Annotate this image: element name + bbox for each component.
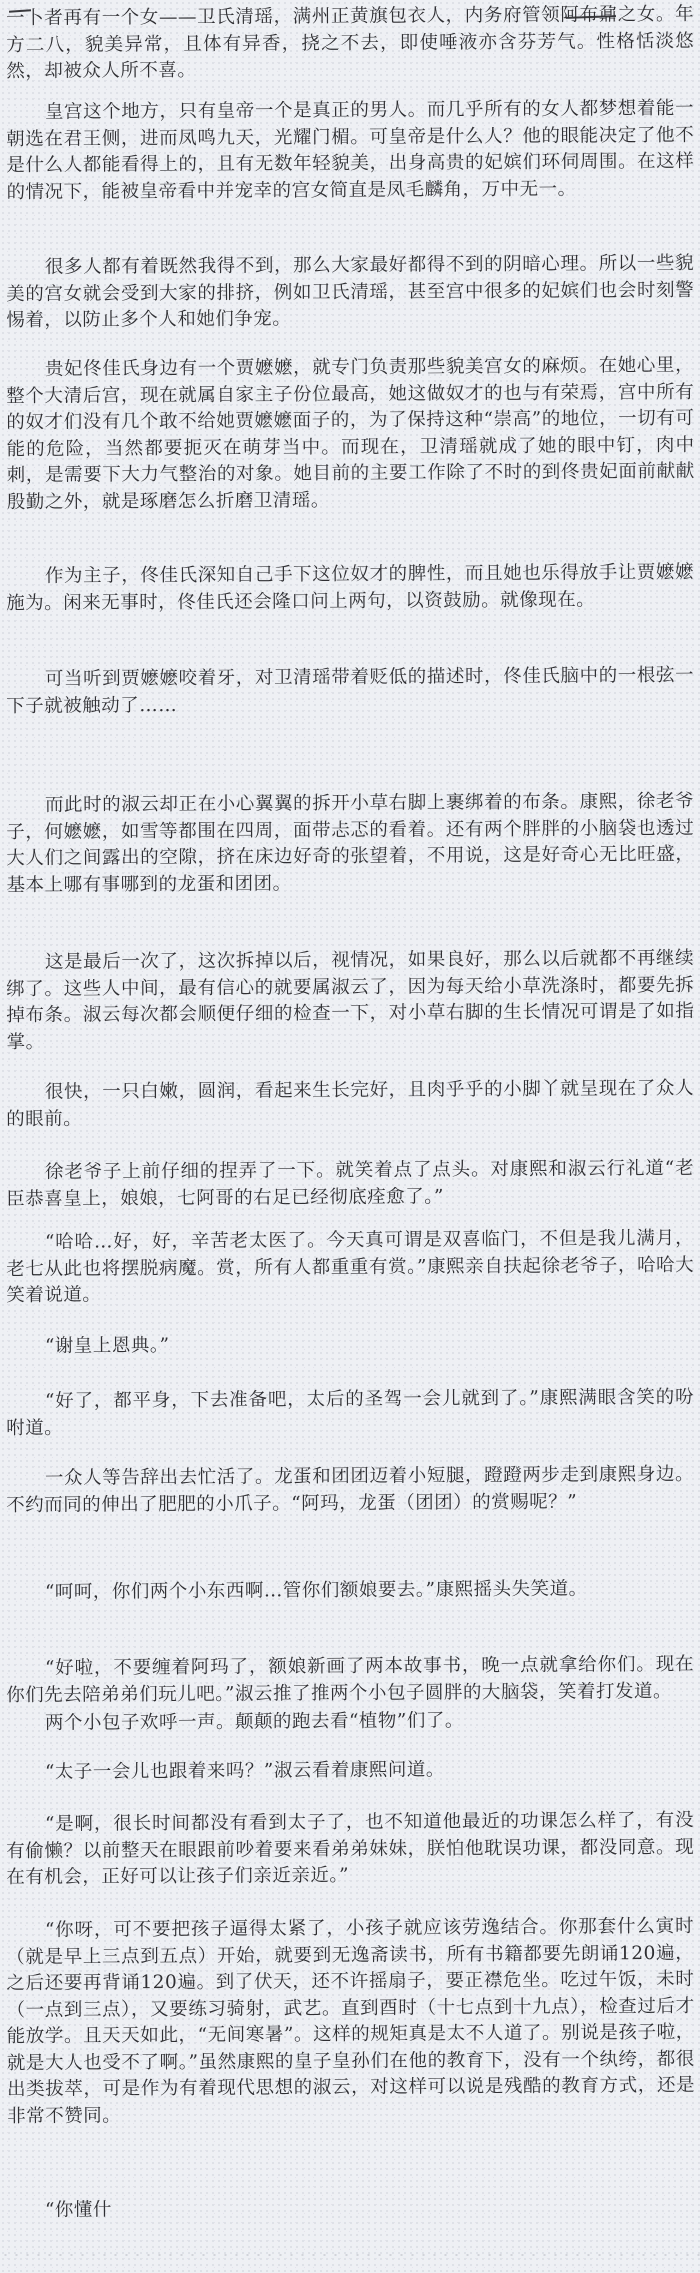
paragraph-15: “呵呵，你们两个小东西啊…管你们额娘要去。”康熙摇头失笑道。 [44,1578,588,1603]
paragraph-3: 很多人都有着既然我得不到，那么大家最好都得不到的阴暗心理。所以一些貌美的宫女就会受到大家的排挤，例如卫氏清瑶，甚至宫中很多的妃嫔们也会时刻警惕着，以防止多个人和她们争宠。 [6,252,695,331]
paragraph-16: “好啦，不要缠着阿玛了，额娘新画了两本故事书，晚一点就拿给你们。现在你们先去陪弟弟们玩儿吧。”淑云推了推两个小包子圆胖的大脑袋，笑着打发道。 [6,1653,695,1706]
paragraph-18: “太子一会儿也跟着来吗？”淑云看着康熙问道。 [44,1759,445,1783]
paragraph-17: 两个小包子欢呼一声。颠颠的跑去看“植物”们了。 [44,1710,464,1734]
scan-noise-strip [0,2252,700,2258]
paragraph-10: 徐老爷子上前仔细的捏弄了一下。就笑着点了点头。对康熙和淑云行礼道“老臣恭喜皇上，娘娘，七阿哥的右足已经彻底痊愈了。” [6,1157,695,1210]
paragraph-9: 很快，一只白嫩，圆润，看起来生长完好，且肉乎乎的小脚丫就呈现在了众人的眼前。 [6,1077,695,1130]
paragraph-7: 而此时的淑云却正在小心翼翼的拆开小草右脚上裹绑着的布条。康熙，徐老爷子，何嬷嬷，如雪等都围在四周，面带忐忑的看着。还有两个胖胖的小脑袋也透过大人们之间露出的空隙，挤在床边好奇的张望着，不用说，这是好奇心无比旺盛，基本上哪有事哪到的龙蛋和团团。 [6,790,695,896]
paragraph-1: 一卜者再有一个女——卫氏清瑶，满州正黄旗包衣人，内务府管领阿布鼐之女。年方二八，貌美异常，且体有异香，挠之不去，即使唾液亦含芬芳气。性格恬淡悠然，却被众人所不喜。 [6,3,695,82]
paragraph-8: 这是最后一次了，这次拆掉以后，视情况，如果良好，那么以后就都不再继续绑了。这些人中间，最有信心的就要属淑云了，因为每天给小草洗涤时，都要先拆掉布条。淑云每次都会顺便仔细的检查一下，对小草右脚的生长情况可谓是了如指掌。 [6,947,695,1053]
paragraph-12: “谢皇上恩典。” [44,1335,170,1357]
paragraph-11: “哈哈…好，好，辛苦老太医了。今天真可谓是双喜临门，不但是我儿满月，老七从此也将摆脱病魔。赏，所有人都重重有赏。”康熙亲自扶起徐老爷子，哈哈大笑着说道。 [6,1227,695,1306]
paragraph-13: “好了，都平身，下去准备吧，太后的圣驾一会儿就到了。”康熙满眼含笑的吩咐道。 [6,1386,695,1439]
paragraph-19: “是啊，很长时间都没有看到太子了，也不知道他最近的功课怎么样了，有没有偷懒？以前整天在眼跟前吵着要来看弟弟妹妹，朕怕他耽误功课，都没同意。现在有机会，正好可以让孩子们亲近亲近。” [6,1809,695,1888]
paragraph-2: 皇宫这个地方，只有皇帝一个是真正的男人。而几乎所有的女人都梦想着能一朝选在君王侧，进而凤鸣九天，光耀门楣。可皇帝是什么人？他的眼能决定了他不是什么人都能看得上的，且有无数年轻貌美，出身高贵的妃嫔们环伺周围。在这样的情况下，能被皇帝看中并宠幸的宫女简直是凤毛麟角，万中无一。 [6,97,695,203]
paragraph-14: 一众人等告辞出去忙活了。龙蛋和团团迈着小短腿，蹬蹬两步走到康熙身边。不约而同的伸出了肥肥的小爪子。“阿玛，龙蛋（团团）的赏赐呢？” [6,1463,695,1516]
paragraph-4: 贵妃佟佳氏身边有一个贾嬷嬷，就专门负责那些貌美宫女的麻烦。在她心里，整个大清后宫，现在就属自家主子份位最高，她这做奴才的也与有荣焉，宫中所有的奴才们没有几个敢不给她贾嬷嬷面子的，为了保持这种“崇高”的地位，一切有可能的危险，当然都要扼灭在萌芽当中。而现在，卫清瑶就成了她的眼中钉，肉中刺，是需要下大力气整治的对象。她目前的主要工作除了不时的到佟贵妃面前献献殷勤之外，就是琢磨怎么折磨卫清瑶。 [6,354,695,513]
paragraph-6: 可当听到贾嬷嬷咬着牙，对卫清瑶带着贬低的描述时，佟佳氏脑中的一根弦一下子就被触动了…… [6,664,695,717]
paragraph-21: “你懂什 [44,2199,112,2221]
paragraph-5: 作为主子，佟佳氏深知自己手下这位奴才的脾性，而且她也乐得放手让贾嬷嬷施为。闲来无事时，佟佳氏还会隆口问上两句，以资鼓励。就像现在。 [6,561,695,614]
paragraph-20: “你呀，可不要把孩子逼得太紧了，小孩子就应该劳逸结合。你那套什么寅时（就是早上三点到五点）开始，就要到无逸斋读书，所有书籍都要先朗诵120遍，之后还要再背诵120遍。到了伏天，还不许摇扇子，要正襟危坐。吃过午饭，未时（一点到三点），又要练习骑射，武艺。直到酉时（十七点到十九点），检查过后才能放学。且天天如此，“无间寒暑”。这样的规矩真是太不人道了。别说是孩子啦，就是大人也受不了啊。”虽然康熙的皇子皇孙们在他的教育下，没有一个纨绔，都很出类拔萃，可是作为有着现代思想的淑云，对这样可以说是残酷的教育方式，还是非常不赞同。 [6,1915,696,2127]
